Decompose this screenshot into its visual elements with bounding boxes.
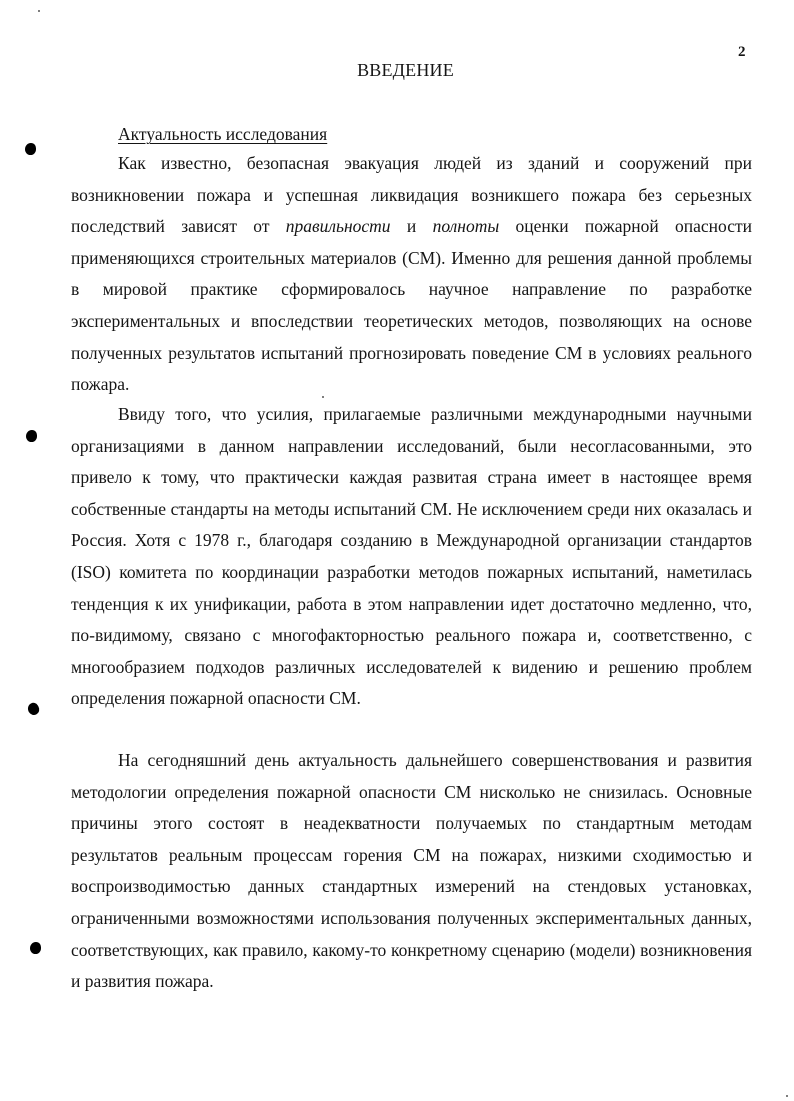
scan-speck: [322, 396, 324, 398]
scan-speck: [786, 1095, 788, 1097]
paragraph-text: оценки пожарной опасности применяющихся строительных материалов (СМ). Именно для решения данной проблемы в мировой практике сформировалось научное направление по разработке экспериментальных и впоследствии теоретических методов, позволяющих на основе полученных результатов испытаний прогнозировать поведение СМ в условиях реального пожара.: [71, 216, 752, 395]
paragraph-text: Как известно, безопасная эвакуация людей из зданий и сооружений при возникновении пожара и успешная ликвидация возникшего пожара без серьезных последствий зависят от: [71, 153, 752, 237]
scan-speck: [38, 10, 40, 12]
paragraph-standards: Ввиду того, что усилия, прилагаемые различными международными научными организациями в данном направлении исследований, были несогласованными, это привело к тому, что практически каждая развитая страна имеет в настоящее время собственные стандарты на методы испытаний СМ. Не исключением среди них оказалась и Россия. Хотя с 1978 г., благодаря созданию в Международной организации стандартов (ISO) комитета по координации разработки методов пожарных испытаний, наметилась тенденция к их унификации, работа в этом направлении идет достаточно медленно, что, по-видимому, связано с многофакторностью реального пожара и, соответственно, с многообразием подходов различных исследователей к видению и решению проблем определения пожарной опасности СМ.: [71, 404, 752, 709]
punch-hole-mark: [25, 143, 36, 155]
section-heading: Актуальность исследования: [118, 124, 328, 144]
paragraph-text: и: [390, 216, 433, 237]
punch-hole-mark: [26, 430, 37, 442]
paragraph-relevance-intro: [71, 148, 752, 401]
italic-term-completeness: полноты: [432, 216, 500, 237]
italic-term-correctness: правильности: [285, 216, 391, 237]
page-title: ВВЕДЕНИЕ: [357, 60, 454, 80]
punch-hole-mark: [26, 701, 42, 717]
paragraph-current-relevance: На сегодняшний день актуальность дальнейшего совершенствования и развития методологии определения пожарной опасности СМ нисколько не снизилась. Основные причины этого состоят в неадекватности получаемых по стандартным методам результатов реальным процессам горения СМ на пожарах, низкими сходимостью и воспроизводимостью данных стандартных измерений на стендовых установках, ограниченными возможностями использования полученных экспериментальных данных, соответствующих, как правило, какому-то конкретному сценарию (модели) возникновения и развития пожара.: [71, 750, 752, 992]
page-number: 2: [738, 44, 746, 60]
punch-hole-mark: [30, 942, 41, 954]
